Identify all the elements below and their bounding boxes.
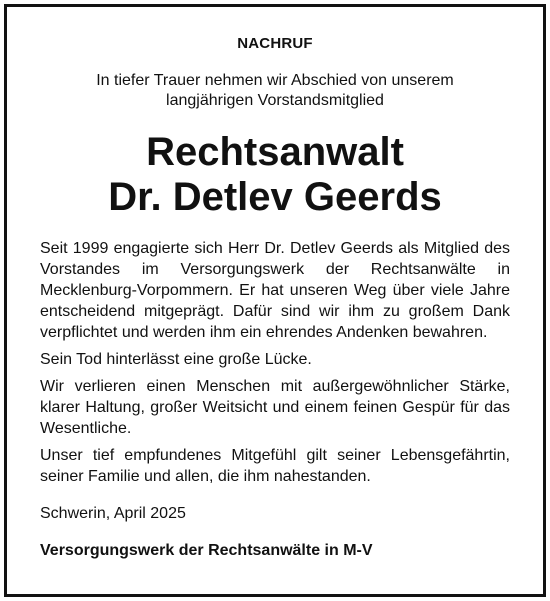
body-paragraph-1: Seit 1999 engagierte sich Herr Dr. Detlev Geerds als Mitglied des Vorstandes im Versorgungswerk der Rechtsanwälte in Mecklenburg-Vorpommern. Er hat unseren Weg über viele Jahre entscheidend mitgeprägt. Dafür sind wir ihm zu großem Dank verpflichtet und werden ihm ein ehrendes Andenken bewahren.: [40, 240, 510, 341]
place-and-date: Schwerin, April 2025: [40, 505, 186, 522]
deceased-title: Rechtsanwalt: [146, 130, 404, 174]
signature-line: Versorgungswerk der Rechtsanwälte in M-V: [40, 542, 373, 559]
notice-heading: NACHRUF: [237, 35, 313, 52]
body-paragraph-3: Wir verlieren einen Menschen mit außergewöhnlicher Stärke, klarer Haltung, großer Weitsicht und einem feinen Gespür für das Wesentliche.: [40, 378, 510, 437]
deceased-full-name: Dr. Detlev Geerds: [108, 175, 442, 219]
body-paragraph-2: Sein Tod hinterlässt eine große Lücke.: [40, 351, 312, 368]
obituary-notice: [40, 35, 510, 561]
intro-line-1: In tiefer Trauer nehmen wir Abschied von unserem: [96, 72, 454, 89]
intro-text: [40, 71, 510, 111]
deceased-name: [40, 130, 510, 220]
intro-line-2: langjährigen Vorstandsmitglied: [166, 92, 384, 109]
body-paragraph-4: Unser tief empfundenes Mitgefühl gilt seiner Lebensgefährtin, seiner Familie und allen, die ihm nahestanden.: [40, 447, 510, 485]
